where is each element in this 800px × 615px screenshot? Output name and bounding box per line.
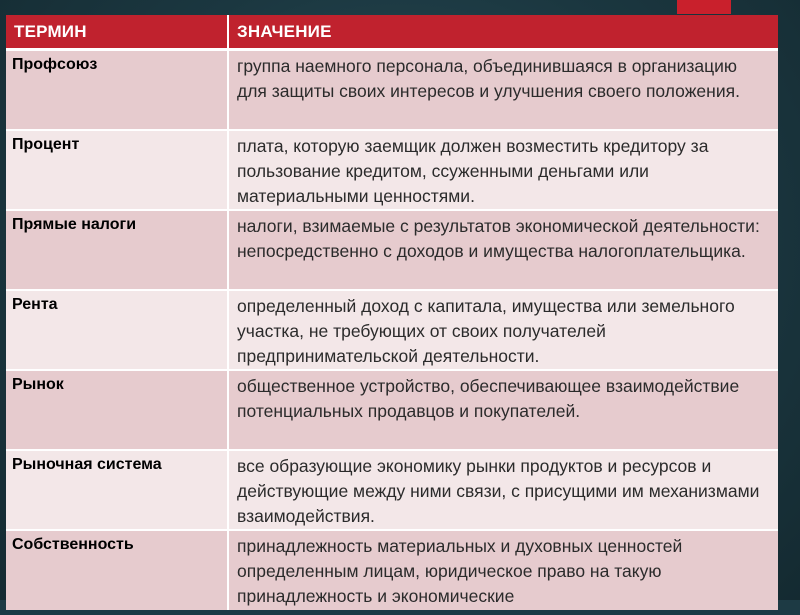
table-row	[6, 530, 778, 610]
table-row	[6, 290, 778, 370]
table-row	[6, 370, 778, 450]
term-cell: Рыночная система	[6, 450, 228, 530]
term-cell: Рынок	[6, 370, 228, 450]
term-cell: Прямые налоги	[6, 210, 228, 290]
term-cell: Собственность	[6, 530, 228, 610]
terms-table-container	[6, 15, 778, 615]
table-row	[6, 450, 778, 530]
definition-cell: общественное устройство, обеспечивающее взаимодействие потенциальных продавцов и покупателей.	[228, 370, 778, 450]
corner-accent-decoration	[677, 0, 731, 14]
table-row	[6, 50, 778, 130]
terms-table	[6, 15, 778, 610]
definition-cell: налоги, взимаемые с результатов экономической деятельности: непосредственно с доходов и имущества налогоплательщика.	[228, 210, 778, 290]
definition-cell: принадлежность материальных и духовных ценностей определенным лицам, юридическое право на такую принадлежность и экономические	[228, 530, 778, 610]
definition-cell: группа наемного персонала, объединившаяся в организацию для защиты своих интересов и улучшения своего положения.	[228, 50, 778, 130]
definition-cell: плата, которую заемщик должен возместить кредитору за пользование кредитом, ссуженными деньгами или материальными ценностями.	[228, 130, 778, 210]
definition-column-header: ЗНАЧЕНИЕ	[228, 15, 778, 50]
table-row	[6, 130, 778, 210]
term-cell: Рента	[6, 290, 228, 370]
definition-cell: все образующие экономику рынки продуктов и ресурсов и действующие между ними связи, с присущими им механизмами взаимодействия.	[228, 450, 778, 530]
table-header-row	[6, 15, 778, 50]
term-cell: Профсоюз	[6, 50, 228, 130]
table-row	[6, 210, 778, 290]
term-column-header: ТЕРМИН	[6, 15, 228, 50]
term-cell: Процент	[6, 130, 228, 210]
definition-cell: определенный доход с капитала, имущества или земельного участка, не требующих от своих получателей предпринимательской деятельности.	[228, 290, 778, 370]
